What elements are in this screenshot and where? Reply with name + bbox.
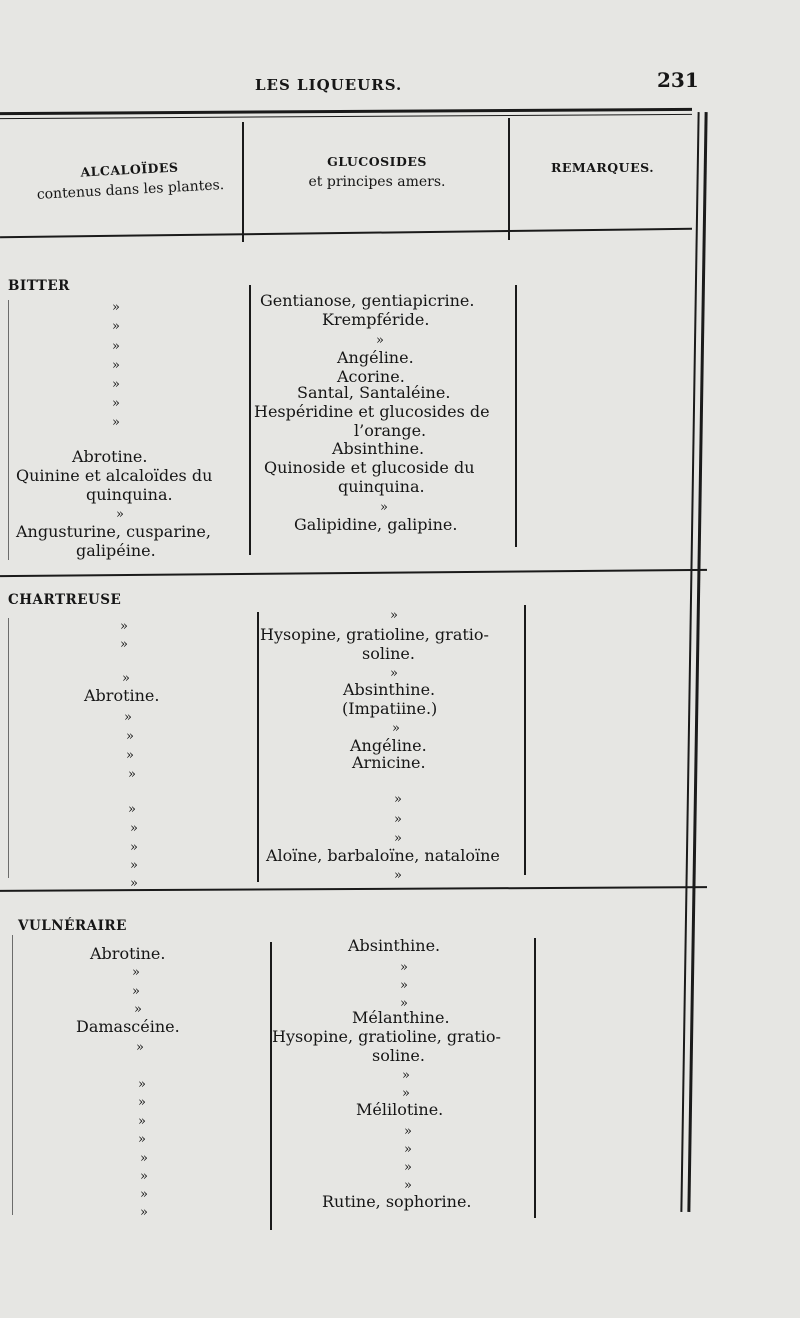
alkaloid-angusturine-line1: Angusturine, cusparine,: [16, 522, 211, 541]
glucoside-quinoside-line1: Quinoside et glucoside du: [264, 458, 475, 477]
ditto-mark: »: [404, 1178, 412, 1193]
ditto-mark: »: [134, 1002, 142, 1017]
ditto-mark: »: [112, 415, 120, 430]
alkaloid-abrotine: Abrotine.: [90, 944, 166, 963]
alkaloid-damasceine: Damascéine.: [76, 1017, 180, 1036]
ditto-mark: »: [128, 767, 136, 782]
ditto-mark: »: [120, 637, 128, 652]
left-margin-rule-1: [8, 300, 9, 560]
alkaloids-column-header: [19, 154, 241, 205]
ditto-mark: »: [400, 978, 408, 993]
glucoside-hysopine-line2: soline.: [372, 1046, 425, 1065]
ditto-mark: »: [380, 500, 388, 515]
glucoside-angeline: Angéline.: [337, 348, 414, 367]
glucoside-arnicine: Arnicine.: [352, 753, 426, 772]
ditto-mark: »: [394, 868, 402, 883]
remarks-column-header: [520, 158, 685, 178]
vulneraire-col-sep-2: [534, 938, 536, 1218]
ditto-mark: »: [116, 507, 124, 522]
glucoside-krempferide: Krempféride.: [322, 310, 430, 329]
glucoside-aloine: Aloïne, barbaloïne, nataloïne: [266, 846, 500, 865]
page-number: 231: [657, 68, 699, 92]
ditto-mark: »: [112, 396, 120, 411]
glucoside-acorine: Acorine.: [337, 367, 405, 386]
chartreuse-col-sep-1: [257, 612, 259, 882]
ditto-mark: »: [138, 1077, 146, 1092]
ditto-mark: »: [122, 671, 130, 686]
glucoside-rutine: Rutine, sophorine.: [322, 1192, 472, 1211]
ditto-mark: »: [140, 1169, 148, 1184]
ditto-mark: »: [404, 1124, 412, 1139]
ditto-mark: »: [130, 840, 138, 855]
ditto-mark: »: [400, 996, 408, 1011]
glucoside-hysopine-line1: Hysopine, gratioline, gratio-: [272, 1027, 501, 1046]
alkaloid-abrotine: Abrotine.: [72, 447, 148, 466]
left-margin-rule-2: [8, 618, 9, 878]
ditto-mark: »: [400, 960, 408, 975]
section-label-vulneraire: VULNÉRAIRE: [18, 918, 127, 934]
remarks-header-title: REMARQUES.: [550, 160, 655, 175]
alkaloid-quinine-line1: Quinine et alcaloïdes du: [16, 466, 213, 485]
glucoside-hysopine-line2: soline.: [362, 644, 415, 663]
glucoside-absinthine: Absinthine.: [343, 680, 436, 699]
ditto-mark: »: [126, 729, 134, 744]
ditto-mark: »: [394, 831, 402, 846]
ditto-mark: »: [404, 1160, 412, 1175]
glucoside-absinthine: Absinthine.: [348, 936, 441, 955]
alkaloid-angusturine-line2: galipéine.: [76, 541, 156, 560]
ditto-mark: »: [394, 812, 402, 827]
glucoside-hysopine-line1: Hysopine, gratioline, gratio-: [260, 625, 489, 644]
glucoside-galipidine: Galipidine, galipine.: [294, 515, 458, 534]
alkaloids-header-title: ALCALOÏDES: [80, 159, 179, 180]
ditto-mark: »: [390, 608, 398, 623]
glucoside-angeline: Angéline.: [350, 736, 427, 755]
chartreuse-bottom-rule: [0, 886, 707, 892]
ditto-mark: »: [402, 1086, 410, 1101]
ditto-mark: »: [112, 377, 120, 392]
ditto-mark: »: [402, 1068, 410, 1083]
glucosides-column-header: [262, 152, 492, 192]
running-title: LES LIQUEURS.: [255, 76, 403, 94]
section-label-bitter: BITTER: [8, 278, 70, 294]
ditto-mark: »: [130, 876, 138, 891]
glucosides-header-title: GLUCOSIDES: [327, 154, 427, 169]
ditto-mark: »: [126, 748, 134, 763]
alkaloid-abrotine: Abrotine.: [84, 686, 160, 705]
glucoside-hesperidine-line1: Hespéridine et glucosides de: [254, 402, 490, 421]
glucoside-melanthine: Mélanthine.: [352, 1008, 450, 1027]
glucoside-gentianose: Gentianose, gentiapicrine.: [260, 291, 475, 310]
glucoside-absinthine: Absinthine.: [332, 439, 425, 458]
header-col-sep-2: [508, 118, 510, 240]
vulneraire-col-sep-1: [270, 942, 272, 1230]
ditto-mark: »: [136, 1040, 144, 1055]
bitter-bottom-rule: [0, 569, 707, 577]
ditto-mark: »: [130, 821, 138, 836]
ditto-mark: »: [132, 965, 140, 980]
ditto-mark: »: [120, 619, 128, 634]
glucoside-santal: Santal, Santaléine.: [297, 383, 451, 402]
ditto-mark: »: [392, 721, 400, 736]
glucoside-impatiine: (Impatiine.): [342, 699, 438, 718]
ditto-mark: »: [112, 319, 120, 334]
ditto-mark: »: [140, 1205, 148, 1220]
ditto-mark: »: [112, 358, 120, 373]
ditto-mark: »: [130, 858, 138, 873]
header-col-sep-1: [242, 122, 244, 242]
ditto-mark: »: [404, 1142, 412, 1157]
glucoside-quinoside-line2: quinquina.: [338, 477, 425, 496]
chartreuse-col-sep-2: [524, 605, 526, 875]
alkaloids-header-subtitle: contenus dans les plantes.: [36, 177, 225, 203]
ditto-mark: »: [138, 1095, 146, 1110]
ditto-mark: »: [140, 1187, 148, 1202]
ditto-mark: »: [390, 666, 398, 681]
bitter-col-sep-1: [249, 285, 251, 555]
ditto-mark: »: [394, 792, 402, 807]
alkaloid-quinine-line2: quinquina.: [86, 485, 173, 504]
glucoside-melilotine: Mélilotine.: [356, 1100, 444, 1119]
header-bottom-rule: [0, 228, 692, 238]
glucoside-hesperidine-line2: l’orange.: [354, 421, 427, 440]
ditto-mark: »: [112, 300, 120, 315]
ditto-mark: »: [140, 1151, 148, 1166]
ditto-mark: »: [132, 984, 140, 999]
table-top-rule-thin: [0, 114, 692, 119]
left-margin-rule-3: [12, 935, 13, 1215]
ditto-mark: »: [124, 710, 132, 725]
ditto-mark: »: [138, 1114, 146, 1129]
ditto-mark: »: [376, 333, 384, 348]
bitter-col-sep-2: [515, 285, 517, 547]
ditto-mark: »: [128, 802, 136, 817]
glucosides-header-subtitle: et principes amers.: [308, 174, 446, 190]
ditto-mark: »: [138, 1132, 146, 1147]
section-label-chartreuse: CHARTREUSE: [8, 592, 122, 608]
ditto-mark: »: [112, 339, 120, 354]
